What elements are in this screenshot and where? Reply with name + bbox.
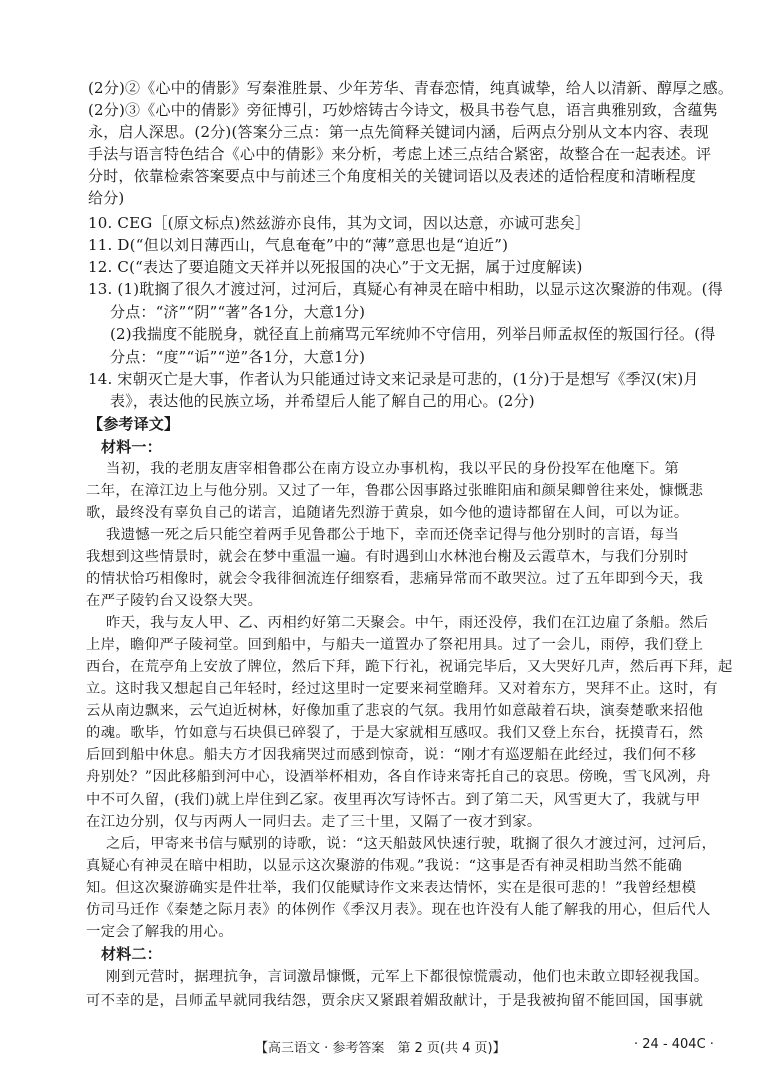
section-heading: 【参考译文】 [88,415,180,433]
text-line: 分点：“济”“阴”“著”各1分，大意1分) [110,303,366,321]
text-line: 昨天，我与友人甲、乙、丙相约好第二天聚会。中午，雨还没停，我们在江边雇了条船。然后 [106,615,709,631]
text-line: 后回到船中休息。船夫方才因我痛哭过而感到惊奇，说：“刚才有巡逻船在此经过，我们何不移 [86,747,697,763]
text-line: 表》，表达他的民族立场，并希望后人能了解自己的用心。(2分) [110,392,535,410]
text-line: 刚到元营时，据理抗争，言词激昂慷慨，元军上下都很惊慌震动，他们也未敢立即轻视我国。 [106,969,709,985]
text-line: 给分) [88,189,125,207]
text-line: (2分)③《心中的倩影》旁征博引，巧妙熔铸古今诗文，极具书卷气息，语言典雅别致，含蕴隽 [88,101,718,119]
footer-exam-code: · 24 - 404C · [634,1037,714,1052]
text-line: 二年，在漳江边上与他分别。又过了一年，鲁郡公因事路过张睢阳庙和颜杲卿曾往来处，慷慨悲 [86,483,704,499]
section-heading: 材料一： [101,438,162,456]
text-line: 舟别处？”因此移船到河中心，设酒举杯相劝，各自作诗来寄托自己的哀思。傍晚，雪飞风冽，舟 [86,769,711,785]
section-heading: 材料二： [101,945,162,963]
text-line: 一定会了解我的用心。 [86,924,233,940]
text-line: 西台，在荒亭角上安放了牌位，然后下拜，跪下行礼，祝诵完毕后，又大哭好几声，然后再下拜，起 [86,659,733,675]
text-line: 13. (1)耽搁了很久才渡过河，过河后，真疑心有神灵在暗中相助，以显示这次聚游的伟观。(得 [88,280,723,298]
text-line: 在严子陵钓台又设祭大哭。 [86,593,263,609]
text-line: 手法与语言特色结合《心中的倩影》来分析，考虑上述三点结合紧密，故整合在一起表述。评 [88,145,712,163]
text-line: 分时，依靠检索答案要点中与前述三个角度相关的关键词语以及表述的适恰程度和清晰程度 [88,167,697,185]
text-line: 我想到这些情景时，就会在梦中重温一遍。有时遇到山水林池台榭及云霞草木，与我们分别时 [86,549,689,565]
text-line: 分点：“度”“诟”“逆”各1分，大意1分) [110,348,366,366]
text-line: 12. C(“表达了要追随文天祥并以死报国的决心”于文无据，属于过度解读) [88,258,583,276]
text-line: (2)我揣度不能脱身，就径直上前痛骂元军统帅不守信用，列举吕师孟叔侄的叛国行径。(得 [110,325,716,343]
text-line: 仿司马迁作《秦楚之际月表》的体例作《季汉月表》。现在也许没有人能了解我的用心，但后代人 [86,902,711,918]
text-line: 14. 宋朝灭亡是大事，作者认为只能通过诗文来记录是可悲的，(1分)于是想写《季汉(宋)月 [88,370,699,388]
text-line: 当初，我的老朋友唐宰相鲁郡公在南方设立办事机构，我以平民的身份投军在他麾下。第 [106,461,680,477]
text-line: 的情状恰巧相像时，就会令我徘徊流连仔细察看，悲痛异常而不敢哭泣。过了五年即到今天，我 [86,571,704,587]
text-line: 云从南边飘来，云气迫近树林，好像加重了悲哀的气氛。我用竹如意敲着石块，演奏楚歌来招他 [86,703,704,719]
page-footer [0,1037,764,1057]
text-line: 知。但这次聚游确实是件壮举，我们仅能赋诗作文来表达情怀，实在是很可悲的！”我曾经想模 [86,880,697,896]
text-line: 上岸，瞻仰严子陵祠堂。回到船中，与船夫一道置办了祭祀用具。过了一会儿，雨停，我们登上 [86,637,704,653]
text-line: 在江边分别，仅与丙两人一同归去。走了三十里，又隔了一夜才到家。 [86,814,542,830]
text-line: 中不可久留，(我们)就上岸住到乙家。夜里再次写诗怀古。到了第二天，风雪更大了，我就与甲 [86,792,701,808]
footer-page-info: 【高三语文 · 参考答案 第 2 页(共 4 页)】 [255,1041,506,1056]
text-line: 的魂。歌毕，竹如意与石块俱已碎裂了，于是大家就相互感叹。我们又登上东台，抚摸青石，然 [86,725,704,741]
text-line: 之后，甲寄来书信与赋别的诗歌，说：“这天船鼓风快速行驶，耽搁了很久才渡过河，过河后， [106,836,717,852]
text-line: 歌，最终没有辜负自己的诺言，追随诸先烈游于黄泉，如今他的遗诗都留在人间，可以为证。 [86,505,689,521]
text-line: 可不幸的是，吕师孟早就同我结怨，贾余庆又紧跟着媚敌献计，于是我被拘留不能回国，国事就 [86,993,704,1009]
text-line: 立。这时我又想起自己年轻时，经过这里时一定要来祠堂瞻拜。又对着东方，哭拜不止。这时，有 [86,681,718,697]
text-line: (2分)②《心中的倩影》写秦淮胜景、少年芳华、青春恋情，纯真诚挚，给人以清新、醇厚之感。 [88,79,734,97]
text-line: 真疑心有神灵在暗中相助，以显示这次聚游的伟观。”我说：“这事是否有神灵相助当然不能确 [86,858,683,874]
text-line: 我遗憾一死之后只能空着两手见鲁郡公于地下，幸而还侥幸记得与他分别时的言语，每当 [106,527,680,543]
text-line: 永，启人深思。(2分)(答案分三点：第一点先简释关键词内涵，后两点分别从文本内容、表现 [88,123,709,141]
text-line: 11. D(“但以刘日薄西山，气息奄奄”中的“薄”意思也是“迫近”) [88,236,509,254]
text-line: 10. CEG［(原文标点)然兹游亦良伟，其为文词，因以达意，亦诚可悲矣］ [88,214,591,232]
